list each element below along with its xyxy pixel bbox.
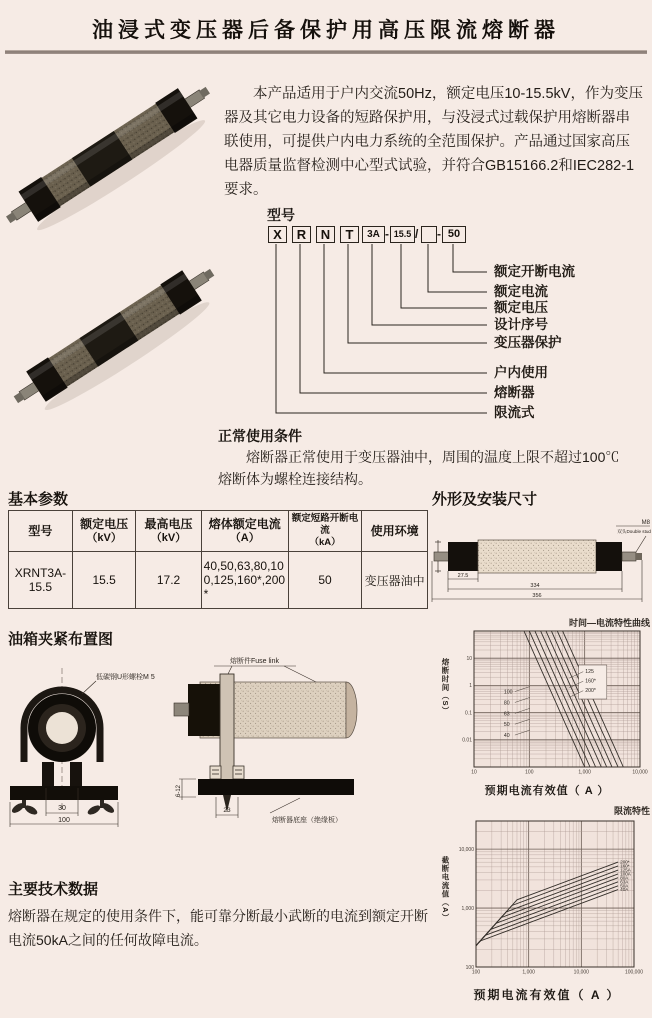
- time-current-chart: [440, 616, 652, 802]
- col-header-element-current: 熔体额定电流 （A）: [201, 511, 288, 552]
- y-tick-label: 10: [466, 656, 472, 662]
- model-label-current-limiting: 限流式: [494, 405, 535, 420]
- dim-cap: 27.5: [457, 573, 469, 579]
- curve-label-80A: 80A: [620, 875, 629, 881]
- col-header-environment: 使用环境: [362, 511, 428, 552]
- title-divider: [5, 50, 647, 54]
- curve-label: 80: [503, 700, 510, 707]
- mount-block-left: [42, 762, 54, 786]
- chart-y-axis-label: 熔断时间（S）: [441, 658, 450, 716]
- outline-drawing: [430, 512, 652, 606]
- chart-title: 限流特性: [613, 806, 650, 816]
- chart-x-axis-label: 预期电流有效值（ A ）: [473, 988, 621, 1002]
- model-box-x: X: [268, 226, 287, 243]
- curve-label: 160*: [585, 678, 596, 685]
- x-tick-label: 10,000: [632, 769, 648, 776]
- curve-label-63A: 63A: [620, 879, 629, 885]
- x-tick-label: 1,000: [578, 769, 591, 776]
- model-label-design-serial: 设计序号: [494, 317, 548, 332]
- basic-params-table: [8, 510, 428, 609]
- model-label-transformer-protection: 变压器保护: [494, 335, 562, 350]
- product-photo-2: [8, 260, 220, 412]
- ubolt-leader: [82, 681, 96, 694]
- curve-label: 125: [585, 669, 594, 676]
- curve-label-125A: 125A: [620, 867, 631, 873]
- stud-note-double: 双头Double stud: [617, 529, 651, 534]
- outline-stud-tip: [636, 553, 642, 560]
- y-tick-label: 0.1: [465, 710, 472, 717]
- stud-leader: [636, 536, 646, 552]
- mount-block-right: [70, 762, 82, 786]
- param-cell-breaking-current: 50: [288, 552, 361, 609]
- product-photo-1: [0, 76, 216, 234]
- chart-x-axis-label: 预期电流有效值（ A ）: [484, 785, 610, 797]
- col-header-model: 型号: [9, 511, 73, 552]
- basic-params-heading: 基本参数: [8, 491, 69, 508]
- model-label-rated-current: 额定电流: [494, 284, 548, 299]
- clamp-band: [220, 674, 234, 784]
- plot-background: [474, 631, 640, 767]
- dim-body: 334: [530, 583, 540, 589]
- dim-6-12: 6-12: [176, 784, 182, 798]
- x-tick-label: 100: [471, 969, 481, 976]
- ubolt-label: 低碳钢U形螺栓M 5: [96, 674, 155, 681]
- model-box-t: T: [340, 226, 359, 243]
- curve-label: 100: [503, 689, 513, 696]
- model-heading: 型号: [267, 207, 295, 223]
- curve-label: 63: [503, 711, 510, 718]
- base-plate: [10, 786, 118, 800]
- chart-y-axis-label: 截断电流值（A）: [441, 856, 450, 922]
- param-cell-environment: 变压器油中: [362, 552, 428, 609]
- col-header-breaking-current: 额定短路开断电流 （kA）: [288, 511, 361, 552]
- curve-label: 40: [503, 733, 510, 740]
- conditions-line-2: 熔断体为螺栓连接结构。: [218, 471, 372, 487]
- dim-23: 23: [223, 807, 231, 814]
- fuse-link-label: 熔断件Fuse link: [230, 658, 280, 665]
- model-box-n: N: [316, 226, 335, 243]
- base-label: 熔断器底座（绝缘板）: [272, 817, 342, 824]
- y-tick-label: 100: [465, 964, 474, 971]
- param-cell-rated-voltage: 15.5: [72, 552, 136, 609]
- model-label-rated-voltage: 额定电压: [494, 300, 548, 315]
- model-separator-2: /: [415, 227, 419, 241]
- outline-heading: 外形及安装尺寸: [432, 491, 538, 508]
- cylinder-end: [346, 682, 357, 738]
- curve-label-100A: 100A: [620, 871, 631, 877]
- curve-label: 50: [503, 722, 510, 729]
- y-tick-label: 1,000: [461, 905, 474, 912]
- model-box-r: R: [292, 226, 311, 243]
- col-header-rated-voltage: 额定电压 （kV）: [72, 511, 136, 552]
- model-box-current-blank: [421, 226, 437, 243]
- x-tick-label: 100: [525, 769, 534, 776]
- dim-30: 30: [58, 805, 66, 812]
- x-tick-label: 100,000: [624, 969, 644, 976]
- clamp-bore: [46, 712, 78, 744]
- curve-label-50A: 50A: [620, 883, 629, 889]
- clamp-front-view: [4, 650, 176, 830]
- curve-label: 200*: [585, 688, 596, 695]
- model-separator-3: -: [437, 227, 441, 241]
- param-cell-model: XRNT3A-15.5: [9, 552, 73, 609]
- tech-heading: 主要技术数据: [8, 881, 99, 898]
- x-tick-label: 1,000: [522, 969, 535, 976]
- x-tick-label: 10,000: [573, 969, 589, 976]
- chart-title: 时间—电流特性曲线: [568, 618, 650, 628]
- model-label-indoor-use: 户内使用: [494, 365, 548, 380]
- param-cell-element-current: 40,50,63,80,100,125,160*,200*: [201, 552, 288, 609]
- conditions-line-1: 熔断器正常使用于变压器油中，周围的温度上限不超过100℃: [246, 449, 620, 465]
- model-box-breaking: 50: [442, 226, 466, 243]
- dim-total: 356: [532, 593, 542, 599]
- curve-label-200*: 200*: [620, 859, 630, 865]
- outline-stud-right: [622, 552, 636, 561]
- curve-label-40A: 40A: [620, 887, 629, 893]
- page-title: 油浸式变压器后备保护用高压限流熔断器: [92, 19, 560, 42]
- param-row: [9, 552, 428, 609]
- y-tick-label: 1: [469, 683, 472, 690]
- insulation-base-plate: [198, 779, 354, 795]
- y-tick-label: 10,000: [458, 846, 474, 853]
- model-label-breaking-current: 额定开断电流: [494, 264, 575, 279]
- col-header-max-voltage: 最高电压 （kV）: [136, 511, 201, 552]
- stud-note-m8: M8: [641, 520, 650, 526]
- cylinder-stud: [174, 703, 189, 716]
- param-cell-max-voltage: 17.2: [136, 552, 201, 609]
- outline-cap-left: [448, 542, 478, 571]
- curve-label-160*: 160*: [620, 863, 630, 869]
- clamp-heading: 油箱夹紧布置图: [8, 631, 114, 648]
- dim-100: 100: [58, 817, 70, 824]
- model-box-voltage: 15.5: [390, 226, 415, 243]
- outline-stud-left: [434, 552, 449, 561]
- clamp-side-view: [172, 650, 358, 830]
- model-box-design: 3A: [362, 226, 385, 243]
- current-limiting-chart: [440, 804, 652, 1010]
- x-tick-label: 10: [471, 769, 477, 776]
- tech-paragraph: 熔断器在规定的使用条件下，能可靠分断最小武断的电流到额定开断电流50kA之间的任何故障电流。: [8, 908, 428, 948]
- model-label-fuse: 熔断器: [494, 385, 535, 400]
- y-tick-label: 0.01: [462, 737, 472, 744]
- intro-paragraph: 本产品适用于户内交流50Hz，额定电压10-15.5kV，作为变压器及其它电力设备的短路保护用，与没浸式过载保护用熔断器串联使用，可提供户内电力系统的全范围保护。产品通过国家高压电器质量监督检测中心型式试验，并符合GB15166.2和IEC282-1要求。: [224, 86, 643, 198]
- chart-plot: [452, 627, 650, 779]
- model-separator-1: -: [385, 227, 389, 241]
- chart-plot: [452, 816, 650, 980]
- outline-cap-right: [596, 542, 622, 571]
- cylinder-cap: [188, 684, 220, 736]
- conditions-heading: 正常使用条件: [218, 428, 302, 444]
